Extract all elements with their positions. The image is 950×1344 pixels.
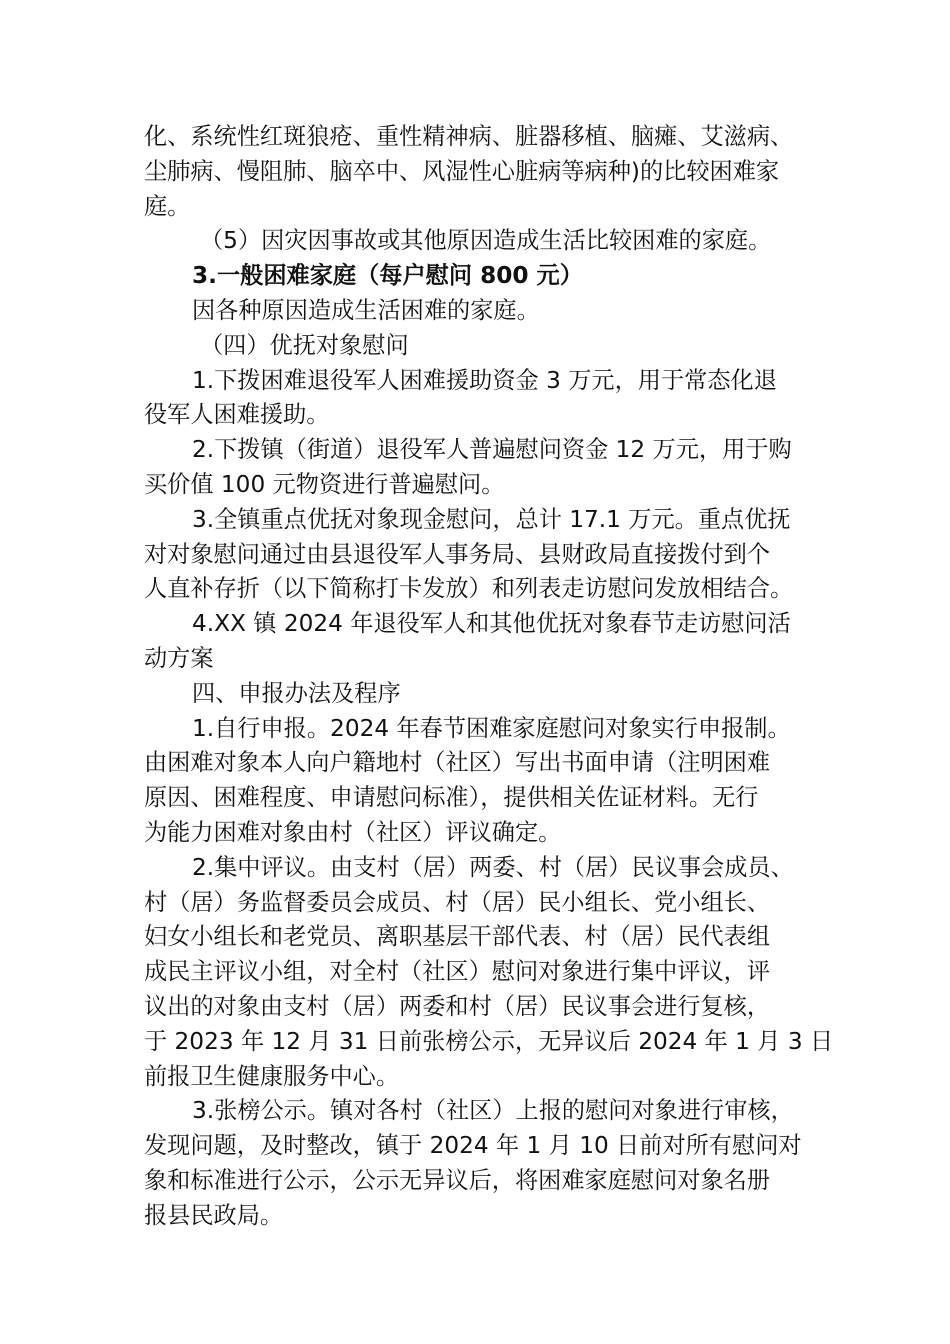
text-line: 报县民政局。: [144, 1201, 284, 1229]
text-line: 庭。: [144, 192, 191, 220]
text-line: 由困难对象本人向户籍地村（社区）写出书面申请（注明困难: [144, 749, 771, 777]
text-line: 前报卫生健康服务中心。: [144, 1062, 400, 1090]
text-line: 人直补存折（以下简称打卡发放）和列表走访慰问发放相结合。: [144, 575, 794, 603]
text-line: 1.自行申报。2024 年春节困难家庭慰问对象实行申报制。: [192, 714, 791, 742]
text-line: （5）因灾因事故或其他原因造成生活比较困难的家庭。: [200, 227, 772, 255]
section-heading: 3.一般困难家庭（每户慰问 800 元）: [192, 262, 583, 290]
text-line: 于 2023 年 12 月 31 日前张榜公示，无异议后 2024 年 1 月 3 日: [144, 1027, 834, 1055]
text-line: 象和标准进行公示，公示无异议后，将困难家庭慰问对象名册: [144, 1166, 771, 1194]
text-line: 对对象慰问通过由县退役军人事务局、县财政局直接拨付到个: [144, 540, 771, 568]
document-body: [144, 120, 834, 1234]
text-line: 1.下拨困难退役军人困难援助资金 3 万元，用于常态化退: [192, 366, 777, 394]
text-line: 成民主评议小组，对全村（社区）慰问对象进行集中评议，评: [144, 958, 771, 986]
text-line: 议出的对象由支村（居）两委和村（居）民议事会进行复核，: [144, 992, 771, 1020]
section-heading: （四）优抚对象慰问: [200, 331, 409, 359]
text-line: 2.集中评议。由支村（居）两委、村（居）民议事会成员、: [192, 853, 794, 881]
section-heading: 四、申报办法及程序: [192, 679, 401, 707]
text-line: 3.张榜公示。镇对各村（社区）上报的慰问对象进行审核，: [192, 1097, 794, 1125]
text-line: 2.下拨镇（街道）退役军人普遍慰问资金 12 万元，用于购: [192, 436, 792, 464]
text-line: 买价值 100 元物资进行普遍慰问。: [144, 470, 505, 498]
text-line: 动方案: [144, 644, 214, 672]
text-line: 原因、困难程度、申请慰问标准），提供相关佐证材料。无行: [144, 784, 759, 812]
text-line: 3.全镇重点优抚对象现金慰问，总计 17.1 万元。重点优抚: [192, 505, 791, 533]
text-line: 发现问题，及时整改，镇于 2024 年 1 月 10 日前对所有慰问对: [144, 1132, 802, 1160]
text-line: 役军人困难援助。: [144, 401, 330, 429]
text-line: 妇女小组长和老党员、离职基层干部代表、村（居）民代表组: [144, 923, 771, 951]
text-line: 尘肺病、慢阻肺、脑卒中、风湿性心脏病等病种)的比较困难家: [144, 157, 780, 185]
text-line: 4.XX 镇 2024 年退役军人和其他优抚对象春节走访慰问活: [192, 610, 791, 638]
text-line: 因各种原因造成生活困难的家庭。: [192, 296, 540, 324]
text-line: 化、系统性红斑狼疮、重性精神病、脏器移植、脑瘫、艾滋病、: [144, 123, 794, 150]
text-line: 为能力困难对象由村（社区）评议确定。: [144, 818, 562, 846]
text-line: 村（居）务监督委员会成员、村（居）民小组长、党小组长、: [144, 888, 771, 916]
